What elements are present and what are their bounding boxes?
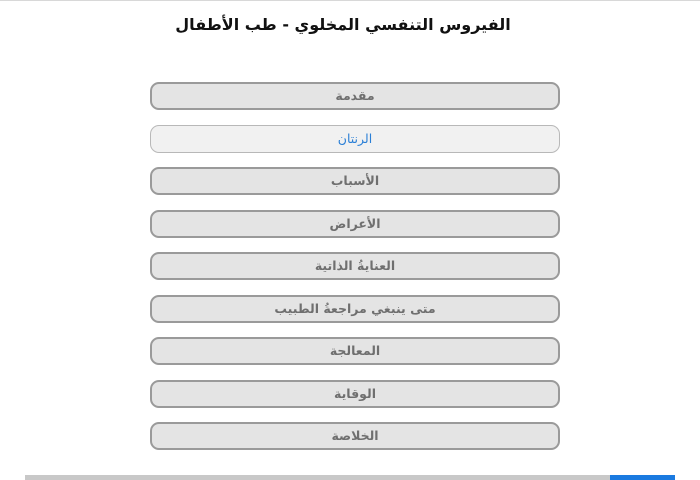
menu-item-label: المعالجة: [329, 343, 381, 358]
menu-item-treatment[interactable]: [150, 337, 560, 365]
menu-item-introduction[interactable]: [150, 82, 560, 110]
progress-bar: [25, 475, 675, 480]
menu-item-label: العنايةُ الذاتية: [314, 258, 396, 273]
menu-item-label: مقدمة: [335, 88, 375, 103]
menu-item-label: الأسباب: [330, 173, 380, 188]
menu-item-symptoms[interactable]: [150, 210, 560, 238]
page-title: الفيروس التنفسي المخلوي - طب الأطفال: [175, 15, 511, 34]
menu-item-label: الرنتان: [337, 130, 373, 146]
menu-item-label: متى ينبغي مراجعةُ الطبيب: [274, 300, 436, 316]
menu-item-self-care[interactable]: [150, 252, 560, 280]
menu-item-label: الوقاية: [334, 385, 376, 401]
menu-item-when-to-see-doctor[interactable]: [150, 295, 560, 323]
menu-item-causes[interactable]: [150, 167, 560, 195]
menu-item-prevention[interactable]: [150, 380, 560, 408]
menu-item-label: الأعراض: [329, 215, 381, 231]
top-divider: [0, 0, 700, 1]
section-menu: [150, 82, 560, 465]
progress-bar-fill: [610, 475, 675, 480]
menu-item-summary[interactable]: [150, 422, 560, 450]
menu-item-wheezing[interactable]: [150, 125, 560, 153]
menu-item-label: الخلاصة: [331, 428, 379, 443]
